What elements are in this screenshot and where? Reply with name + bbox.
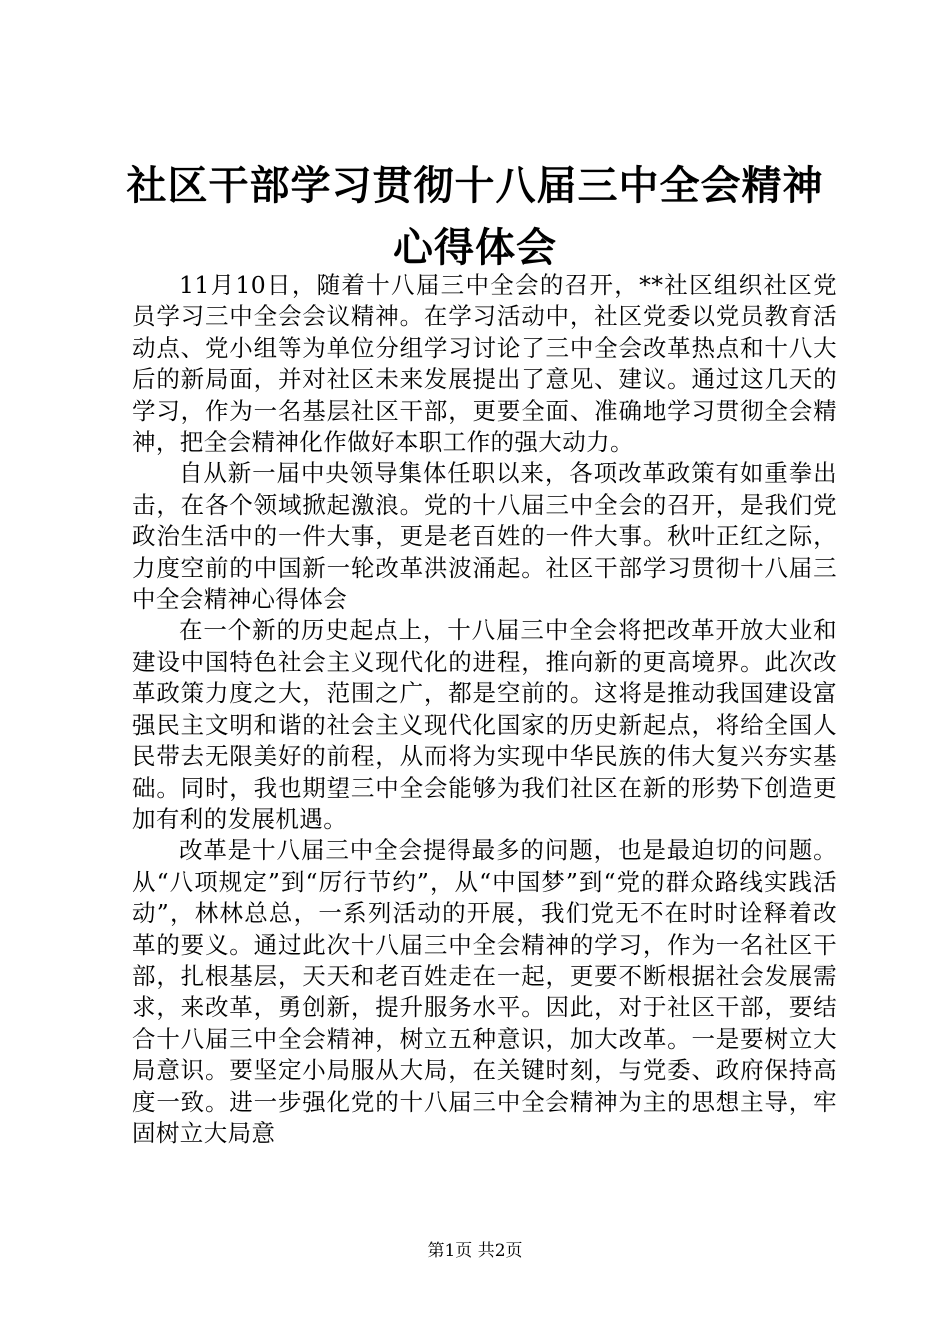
paragraph-4: 改革是十八届三中全会提得最多的问题，也是最迫切的问题。从“八项规定”到“厉行节约”，从“中国梦”到“党的群众路线实践活动”，林林总总，一系列活动的开展，我们党无不在时时诠释着改革的要义。通过此次十八届三中全会精神的学习，作为一名社区干部，扎根基层，天天和老百姓走在一起，更要不断根据社会发展需求，来改革，勇创新，提升服务水平。因此，对于社区干部，要结合十八届三中全会精神，树立五种意识，加大改革。一是要树立大局意识。要坚定小局服从大局，在关键时刻，与党委、政府保持高度一致。进一步强化党的十八届三中全会精神为主的思想主导，牢固树立大局意 (132, 836, 837, 1147)
page-footer: 第1页 共2页 (427, 1241, 523, 1261)
document-body (132, 270, 837, 1149)
paragraph-1: 11月10日，随着十八届三中全会的召开，**社区组织社区党员学习三中全会会议精神。在学习活动中，社区党委以党员教育活动点、党小组等为单位分组学习讨论了三中全会改革热点和十八大后的新局面，并对社区未来发展提出了意见、建议。通过这几天的学习，作为一名基层社区干部，更要全面、准确地学习贯彻全会精神，把全会精神化作做好本职工作的强大动力。 (132, 271, 837, 457)
paragraph-3: 在一个新的历史起点上，十八届三中全会将把改革开放大业和建设中国特色社会主义现代化的进程，推向新的更高境界。此次改革政策力度之大，范围之广，都是空前的。这将是推动我国建设富强民主文明和谐的社会主义现代化国家的历史新起点，将给全国人民带去无限美好的前程，从而将为实现中华民族的伟大复兴夯实基础。同时，我也期望三中全会能够为我们社区在新的形势下创造更加有利的发展机遇。 (132, 616, 837, 833)
paragraph-2: 自从新一届中央领导集体任职以来，各项改革政策有如重拳出击，在各个领域掀起激浪。党的十八届三中全会的召开，是我们党政治生活中的一件大事，更是老百姓的一件大事。秋叶正红之际，力度空前的中国新一轮改革洪波涌起。社区干部学习贯彻十八届三中全会精神心得体会 (132, 459, 837, 614)
document-title: 社区干部学习贯彻十八届三中全会精神心得体会 (126, 162, 824, 271)
